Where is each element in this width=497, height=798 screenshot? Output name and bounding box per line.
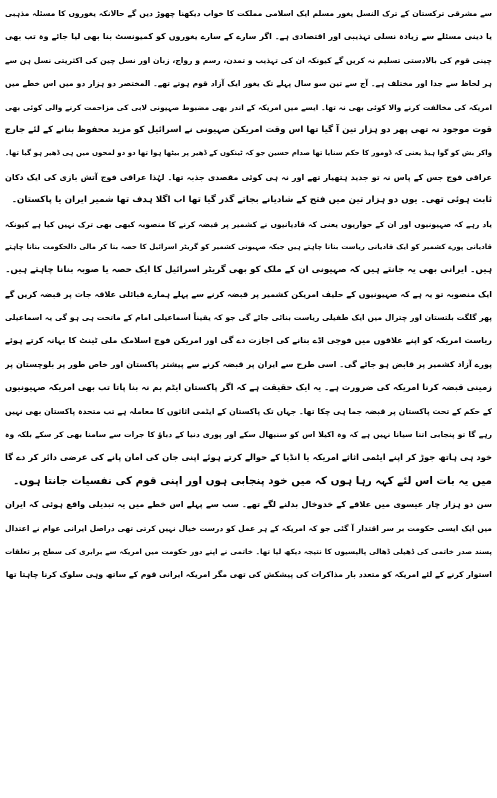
text-line: میں ایک ایسی حکومت بر سر اقتدار آ گئی جو کہ امریکہ کے ہر عمل کو درست خیال نہیں کرتی تھی دراصل ایرانی عوام نے اعتدال: [5, 523, 492, 533]
text-line: ہیں۔ ایرانی بھی یہ جانتے ہیں کہ صہیونی ان کے ملک کو بھی گریٹر اسرائیل کا ایک حصہ یا صوبہ بنانا چاہتے ہیں۔: [5, 265, 492, 276]
text-line: ایک منصوبہ تو یہ ہے کہ صہیونیوں کے حلیف امریکن کشمیر پر قبضہ کرنے سے پہلے ہمارے قبائلی علاقہ جات پر قبضہ کریں گے: [5, 289, 492, 299]
text-line: ثابت ہوئی تھی۔ یوں دو ہزار تین میں فتح کے شادیانے بجاتے گذر گیا تھا اب اگلا ہدف تھا شمیر ایران یا پاکستان۔: [11, 195, 492, 206]
text-line: استوار کرنے کے لئے امریکہ کو متعدد بار مذاکرات کی پیشکش کی تھی مگر امریکہ ایرانی قوم کے ساتھ وہی سلوک کرنا چاہتا تھا: [5, 570, 492, 580]
text-line: رہے گا تو پنجابی اتنا سیانا نہیں ہے کہ وہ اکیلا اس کو سنبھال سکے اور پوری دنیا کے دباؤ کا جرات سے سامنا بھی کر سکے بلکہ وہ: [5, 430, 492, 440]
paragraph: [5, 2, 492, 213]
text-line: سے مشرقی ترکستان کے ترک النسل یغور مسلم ایک اسلامی مملکت کا خواب دیکھنا چھوڑ دیں گے حالانکہ یغوروں کا مسئلہ مذہبی: [5, 9, 492, 18]
text-line: سن دو ہزار چار عیسوی میں علاقے کے خدوخال بدلنے لگے تھے۔ سب سے پہلے اس خطے میں یہ تبدیلی واقع ہوئی کہ ایران: [5, 499, 492, 510]
text-line: خود ہی ہاتھ جوڑ کر اپنے ایٹمی اثاثے امریکہ یا انڈیا کے حوالے کرتے ہوئے اپنی جان کی امان پانے کی عرضی دائر کر دے گا: [5, 452, 492, 463]
text-line: واکر بش کو گوا ہیڈ یعنی کہ ڈومور کا حکم سنایا تھا صدام حسین جو کہ ٹینکوں کے ڈھیر پر بیٹھا ہوا تھا دو دو لمحوں میں ہی ڈھیر ہو گیا تھا۔: [5, 149, 492, 158]
paragraph: [5, 283, 492, 494]
text-line: کے حکم کے تحت پاکستان پر قبضہ جما ہی چکا تھا۔ جہاں تک پاکستان کے ایٹمی اثاثوں کا معاملہ ہے تب متحدہ پاکستان بھی نہیں: [5, 406, 492, 416]
text-line: پسند صدر خاتمی کی ڈھیلی ڈھالی پالیسیوں کا نتیجہ دیکھ لیا تھا۔ خاتمی نے اپنے دور حکومت میں امریکہ سے برابری کی سطح پر تعلقات: [5, 546, 492, 556]
text-line: امریکہ کی مخالفت کرنے والا کوئی بھی نہ تھا۔ ایسے میں امریکہ کے اندر بھی مضبوط صہیونی لابی کی مزاحمت کرنے والی کوئی بھی: [5, 102, 492, 112]
text-line: ریاست امریکہ کو اپنے علاقوں میں فوجی اڈے بنانے کی اجازت دے گی اور امریکن فوج اسلامک ملی ٹینٹ کا بہانہ کرتے ہوئے: [5, 335, 492, 346]
text-line: پھر گلگت بلتستان اور چترال میں ایک طفیلی ریاست بنائی جائے گی جو کہ یقیناً اسماعیلی امام کے ماتحت ہی ہو گی یہ اسماعیلی: [5, 313, 492, 323]
text-line: یا دینی مسئلے سے زیادہ نسلی تہذیبی اور اقتصادی ہے۔ اگر سارے کے سارے یغوروں کو کمیونسٹ بنا بھی لیا جائے وہ تب بھی: [5, 32, 492, 42]
paragraph: [5, 213, 492, 283]
text-line: پورے آزاد کشمیر پر قابض ہو جائے گی۔ اسی طرح سے ایران پر قبضہ کرنے سے پیشتر پاکستان اور خاص طور پر بلوچستان پر: [5, 359, 492, 369]
text-line: قوت موجود نہ تھی پھر دو ہزار تین آ گیا تھا اس وقت امریکن صہیونی نے اسرائیل کو مزید محفوظ بنانے کے لئے جارج: [5, 124, 492, 135]
text-line: ہر لحاظ سے جدا اور مختلف ہے۔ آج سے تین سو سال پہلے تک یغور ایک آزاد قوم ہوتے تھے۔ المختصر دو ہزار دو میں اس خطے میں: [5, 79, 492, 89]
text-line: زمینی قبضہ کرنا امریکہ کی ضرورت ہے۔ یہ ایک حقیقت ہے کہ اگر پاکستان ایٹم بم نہ بنا پاتا تب بھی امریکہ صہیونیوں: [5, 382, 492, 393]
text-line: چینی قوم کی بالادستی تسلیم نہ کریں گے کیونکہ ان کی تہذیب و تمدن، رسم و رواج، زبان اور نسل چین کی اکثریتی نسل ہن سے: [5, 55, 492, 65]
text-line: یاد رہے کہ صہیونیوں اور ان کے حواریوں یعنی کہ قادیانیوں نے کشمیر پر قبضہ کرنے کا منصوبہ کبھی بھی ترک نہیں کیا ہے کیونکہ: [5, 219, 492, 229]
text-line: میں یہ بات اس لئے کہہ رہا ہوں کہ میں خود پنجابی ہوں اور اپنی قوم کی نفسیات جانتا ہوں۔: [13, 474, 492, 487]
text-line: عراقی فوج جس کے پاس نہ تو جدید ہتھیار تھے اور نہ ہی کوئی مقصدی جذبہ تھا۔ لہٰذا عراقی فوج آتش بازی کی ایک دکان: [5, 172, 492, 182]
paragraph: [5, 493, 492, 587]
text-line: قادیانی پورے کشمیر کو ایک قادیانی ریاست بنانا چاہتے ہیں جبکہ صہیونی کشمیر کو گریٹر اسرائیل کا حصہ بنا کر مالی دالحکومت بنانا چاہتے: [5, 242, 492, 251]
document-body: [5, 2, 492, 587]
